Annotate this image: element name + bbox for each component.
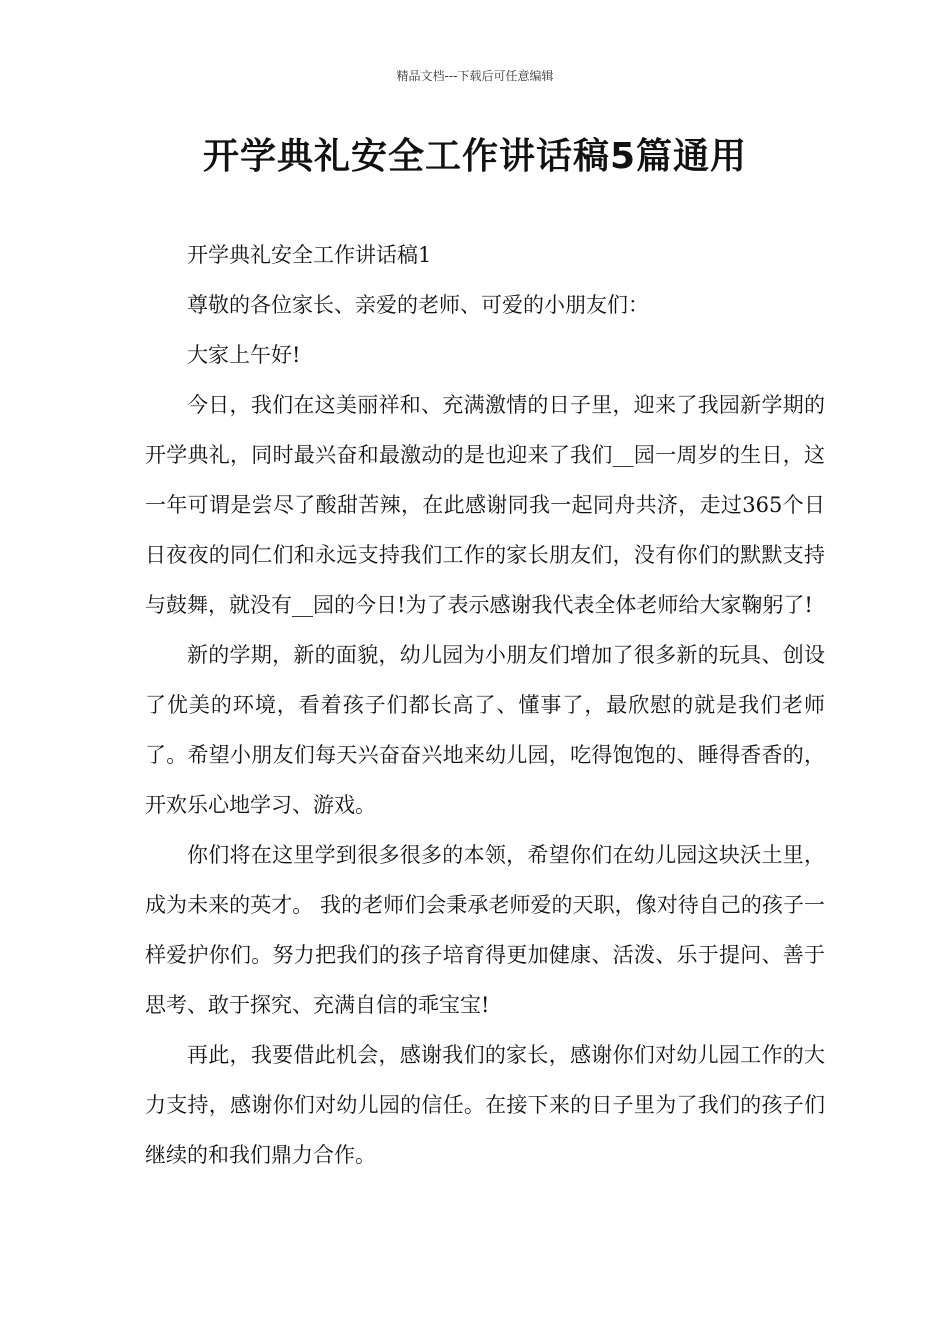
- body-paragraph: 你们将在这里学到很多很多的本领，希望你们在幼儿园这块沃土里，成为未来的英才。 我的老师们会秉承老师爱的天职，像对待自己的孩子一样爱护你们。努力把我们的孩子培育得更加健康、活泼、乐于提问、善于思考、敢于探究、充满自信的乖宝宝!: [145, 843, 825, 1017]
- body-paragraph: 新的学期，新的面貌，幼儿园为小朋友们增加了很多新的玩具、创设了优美的环境，看着孩子们都长高了、懂事了，最欣慰的就是我们老师了。希望小朋友们每天兴奋奋兴地来幼儿园，吃得饱饱的、睡得香香的，开欢乐心地学习、游戏。: [145, 643, 825, 817]
- salutation: 尊敬的各位家长、亲爱的老师、可爱的小朋友们：: [187, 293, 649, 317]
- section-heading: 开学典礼安全工作讲话稿1: [187, 243, 432, 267]
- greeting: 大家上午好!: [187, 343, 301, 367]
- document-body: [145, 230, 825, 1180]
- body-paragraph: 再此，我要借此机会，感谢我们的家长，感谢你们对幼儿园工作的大力支持，感谢你们对幼儿园的信任。在接下来的日子里为了我们的孩子们继续的和我们鼎力合作。: [145, 1043, 825, 1167]
- body-paragraph: 今日，我们在这美丽祥和、充满激情的日子里，迎来了我园新学期的开学典礼，同时最兴奋和最激动的是也迎来了我们__园一周岁的生日，这一年可谓是尝尽了酸甜苦辣，在此感谢同我一起同舟共济，走过365个日日夜夜的同仁们和永远支持我们工作的家长朋友们，没有你们的默默支持与鼓舞，就没有__园的今日!为了表示感谢我代表全体老师给大家鞠躬了!: [145, 393, 825, 617]
- page-header-note: 精品文档---下载后可任意编辑: [396, 69, 554, 83]
- document-title: 开学典礼安全工作讲话稿5篇通用: [202, 136, 748, 177]
